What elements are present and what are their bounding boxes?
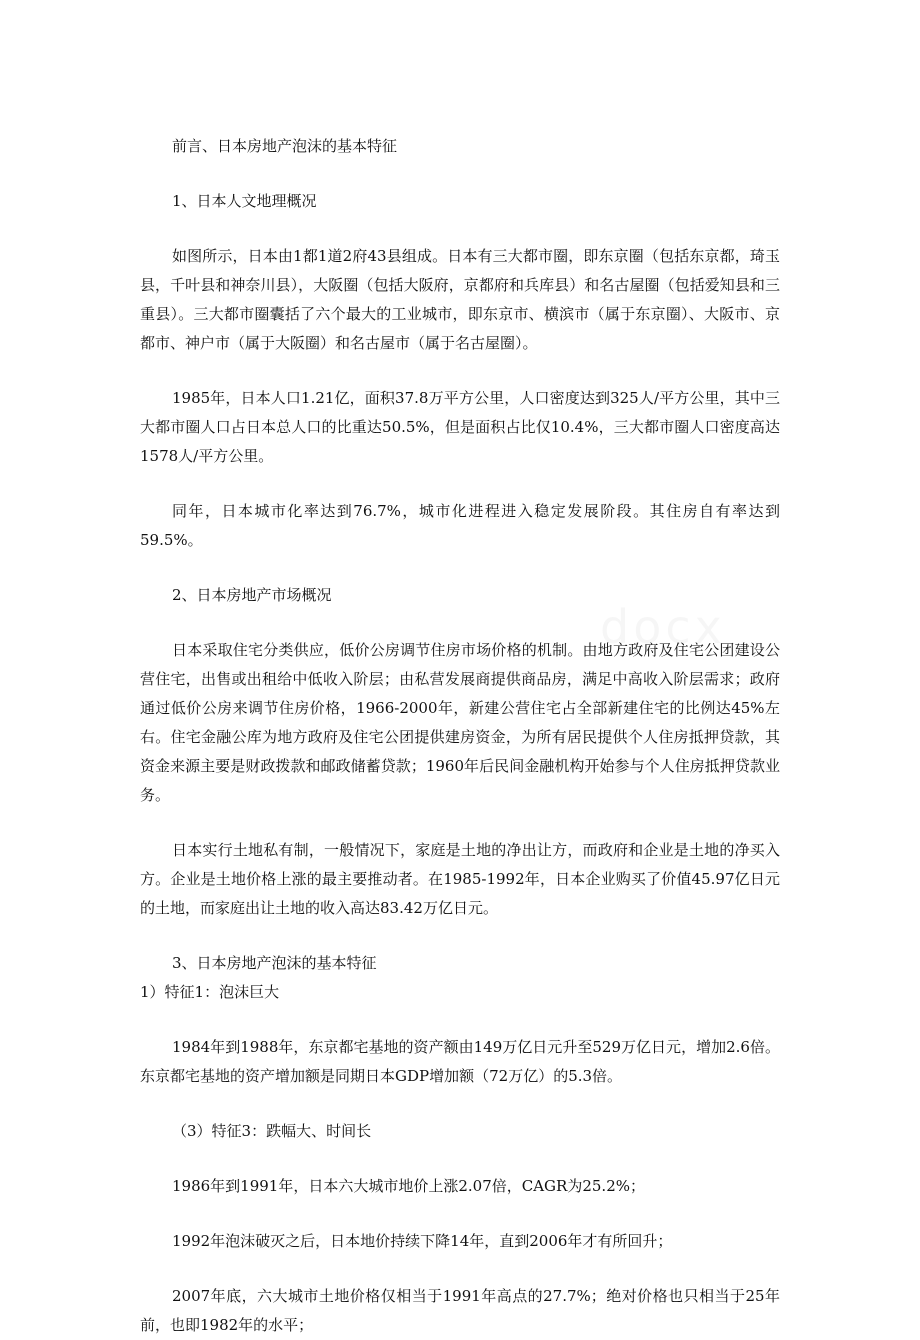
- document-title: 前言、日本房地产泡沫的基本特征: [172, 137, 398, 155]
- paragraph-price-rise: 1986年到1991年，日本六大城市地价上涨2.07倍，CAGR为25.2%；: [172, 1177, 645, 1195]
- section-3-heading: 3、日本房地产泡沫的基本特征: [172, 954, 377, 972]
- paragraph-population: 1985年，日本人口1.21亿，面积37.8万平方公里，人口密度达到325人/平方公里，其中三大都市圈人口占日本总人口的比重达50.5%，但是面积占比仅10.4%，三大都市圈人口密度高达1578人/平方公里。: [140, 389, 780, 465]
- feature-1-heading: 1）特征1：泡沫巨大: [140, 983, 280, 1001]
- section-2-heading: 2、日本房地产市场概况: [172, 586, 332, 604]
- feature-3-heading: （3）特征3：跌幅大、时间长: [172, 1122, 372, 1140]
- paragraph-geography: 如图所示，日本由1都1道2府43县组成。日本有三大都市圈，即东京圈（包括东京都，琦玉县，千叶县和神奈川县），大阪圈（包括大阪府，京都府和兵库县）和名古屋圈（包括爱知县和三重县）。三大都市圈囊括了六个最大的工业城市，即东京市、横滨市（属于东京圈）、大阪市、京都市、神户市（属于大阪圈）和名古屋市（属于名古屋圈）。: [140, 247, 780, 352]
- paragraph-tokyo-land-assets: 1984年到1988年，东京都宅基地的资产额由149万亿日元升至529万亿日元，增加2.6倍。东京都宅基地的资产增加额是同期日本GDP增加额（72万亿）的5.3倍。: [140, 1038, 780, 1085]
- paragraph-housing-supply: 日本采取住宅分类供应，低价公房调节住房市场价格的机制。由地方政府及住宅公团建设公营住宅，出售或出租给中低收入阶层；由私营发展商提供商品房，满足中高收入阶层需求；政府通过低价公房来调节住房价格，1966-2000年，新建公营住宅占全部新建住宅的比例达45%左右。住宅金融公库为地方政府及住宅公团提供建房资金，为所有居民提供个人住房抵押贷款，其资金来源主要是财政拨款和邮政储蓄贷款；1960年后民间金融机构开始参与个人住房抵押贷款业务。: [140, 641, 780, 804]
- paragraph-price-decline: 1992年泡沫破灭之后，日本地价持续下降14年，直到2006年才有所回升；: [172, 1232, 673, 1250]
- document-body: [140, 132, 780, 1340]
- paragraph-land-ownership: 日本实行土地私有制，一般情况下，家庭是土地的净出让方，而政府和企业是土地的净买入方。企业是土地价格上涨的最主要推动者。在1985-1992年，日本企业购买了价值45.97亿日元的土地，而家庭出让土地的收入高达83.42万亿日元。: [140, 841, 780, 917]
- paragraph-2007-level: 2007年底，六大城市土地价格仅相当于1991年高点的27.7%；绝对价格也只相当于25年前，也即1982年的水平；: [140, 1287, 780, 1334]
- paragraph-urbanization: 同年，日本城市化率达到76.7%，城市化进程进入稳定发展阶段。其住房自有率达到59.5%。: [140, 502, 780, 549]
- section-1-heading: 1、日本人文地理概况: [172, 192, 317, 210]
